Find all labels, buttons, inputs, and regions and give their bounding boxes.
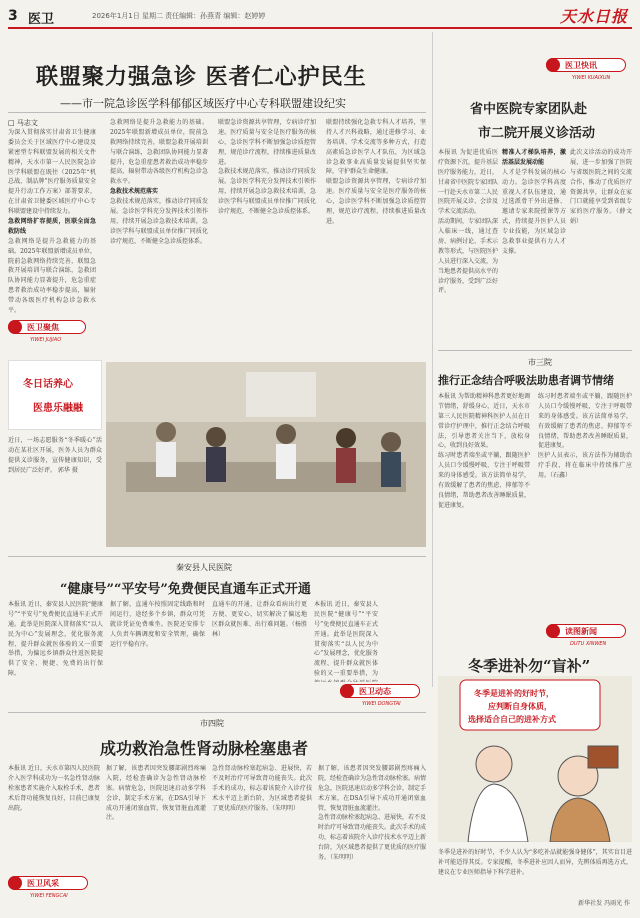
tag-fengcai: 医卫风采 — [8, 876, 88, 890]
tag-dongtai-en: YIWEI DONGTAI — [362, 701, 401, 707]
tag-jujiao-en: YIWEI JUJIAO — [30, 337, 62, 343]
siyuan-rule — [8, 712, 426, 713]
qinan-rule — [8, 556, 426, 557]
cross-icon — [546, 58, 560, 72]
cross-icon — [8, 320, 22, 334]
tag-jujiao: 医卫聚焦 — [8, 320, 86, 334]
bubble-line-2: 应判断自身体质， — [488, 702, 552, 711]
lead-headline: 联盟聚力强急诊 医者仁心护民生 — [36, 64, 367, 90]
lead-rule — [8, 112, 426, 113]
sanyuan-label: 市三院 — [528, 358, 552, 367]
siyuan-col-2: 据了解，该患者因突发腰部剧烈疼痛入院，经检查确诊为急性肾动脉栓塞。病情危急，医院迅速启动多学科会诊，制定手术方案，在DSA引导下成功开通闭塞血管，恢复肾脏血流灌注。 — [106, 765, 206, 822]
lead-col-4: 联盟持续强化急救专科人才培养，坚持人才兴科战略，通过进修学习、业务培训、学术交流等多种方式，打造高素质急诊医学人才队伍，为区域急诊急救事业高质量发展提供坚实保障，守护群众生命健康。 联盟急诊资源共享管理，专病诊疗加速。医疗质量与安全是医疗服务的核心，急诊医学科不断加强急诊质控管理，规范诊疗流程，持续推进质量改进。 — [326, 119, 426, 225]
lead-photo — [106, 362, 426, 547]
lead-col-3: 联盟急诊资源共享管理，专病诊疗加速。医疗质量与安全是医疗服务的核心，急诊医学科不断加强急诊质控管理，规范诊疗流程，持续推进质量改进。 急救技术规范落实，推动诊疗同质发展。急诊医学科充分发挥技术引领作用，持续开展急诊急救技术培训，急诊医学科与联盟成员单位推广同质化诊疗规范，不断健全急诊质控体系。 — [218, 119, 316, 216]
tag-dutu: 读图新闻 — [546, 624, 626, 638]
tag-kuaixun-en: YIWEI KUAIXUN — [572, 75, 611, 81]
siyuan-col-4: 据了解，该患者因突发腰部剧烈疼痛入院，经检查确诊为急性肾动脉栓塞。病情危急，医院迅速启动多学科会诊，制定手术方案，在DSA引导下成功开通闭塞血管，恢复肾脏血流灌注。 急性肾动脉栓塞起病急、进展快，若不及时治疗可导致肾功能丧失。此次手术的成功，标志着该院介入诊疗技术水平迈上新台阶，为区域患者提供了更优质的医疗服务。（朱明明） — [318, 765, 426, 862]
tag-fengcai-en: YIWEI FENGCAI — [30, 893, 68, 899]
siyuan-title: 成功救治急性肾动脉栓塞患者 — [100, 739, 309, 758]
clinic-scene-illustration — [106, 362, 426, 547]
sanyuan-title: 推行正念结合呼吸法助患者调节情绪 — [438, 374, 614, 387]
qinan-title: “健康号”“平安号”免费便民直通车正式开通 — [60, 582, 311, 597]
doctor-cartoon-illustration — [438, 676, 632, 842]
bubble-line-1: 冬季是进补的好时节， — [474, 689, 554, 698]
photo-caption: 近日，一场志愿服务“冬季暖心”活动在某社区开展，医务人员为群众提供义诊服务，宣传健康知识，受到居民广泛好评。 郭华 摄 — [8, 437, 102, 474]
column-divider — [432, 32, 433, 687]
poem-line-2: 医患乐融融 — [33, 403, 83, 414]
issue-meta: 2026年1月1日 星期二 责任编辑：孙燕青 编辑：赵婷婷 — [92, 12, 266, 20]
poem-card — [8, 360, 102, 430]
qinan-col-2: 据了解，直通车按照固定线路和时间运行，途经多个乡镇，群众可凭就诊凭证免费乘坐。医院还安排专人负责车辆调度和安全管理，确保运行平稳有序。 — [110, 601, 205, 648]
kuaixun-title-1: 省中医院专家团队赴 — [470, 102, 588, 117]
dutu-caption: 冬季是进补的好时节，不少人认为“多吃补品就能强身健体”，其实盲目进补可能适得其反。专家提醒，冬季进补应因人而异，先辨体质再选方式，建议在专业医师指导下科学进补。 — [438, 849, 632, 876]
newspaper-logo: 天水日报 — [559, 7, 628, 26]
header-rule — [8, 27, 632, 29]
qinan-label: 秦安县人民医院 — [176, 563, 232, 572]
qinan-col-3: 直通车的开通，让群众看病出行更方便、更安心，切实解决了偏远地区群众就医难、出行难问题。（杨胜林） — [212, 601, 307, 638]
qinan-col-1: 本报讯 近日，秦安县人民医院“健康号”“平安号”免费便民直通车正式开通。此举是医院深入贯彻落实“以人民为中心”发展理念，优化服务流程、提升群众就医体验的又一重要举措，为偏远乡镇群众往返医院提供了安全、便捷、免费的出行保障。 — [8, 601, 103, 678]
bubble-line-3: 选择适合自己的进补方式 — [468, 715, 556, 724]
camera-icon — [546, 624, 560, 638]
kuaixun-title-2: 市二院开展义诊活动 — [478, 126, 596, 141]
tag-dutu-en: DUTU XINWEN — [570, 641, 607, 647]
qinan-col-4: 本报讯 近日，秦安县人民医院“健康号”“平安号”免费便民直通车正式开通。此举是医院深入贯彻落实“以人民为中心”发展理念，优化服务流程、提升群众就医体验的又一重要举措，为 — [314, 601, 378, 678]
siyuan-label: 市四院 — [200, 719, 224, 728]
dutu-title: 冬季进补勿“盲补” — [468, 657, 591, 675]
cross-icon — [8, 876, 22, 890]
kuaixun-col-1: 本报讯 为促进优质医疗资源下沉，提升基层医疗服务能力，近日，甘肃省中医院专家团队一行赴天水市第二人民医院开展义诊、会诊及学术交流活动。 活动期间，专家团队深入临床一线，通过查房、病例讨论、手术示教等形式，与医院医护人员进行深入交流，为当地患者提供高水平的诊疗服务，受到广泛好评。 — [438, 149, 498, 295]
lead-col-1: 为深入贯彻落实甘肃省卫生健康委员会关于区域医疗中心建设及紧密型专科联盟发展的相关文件精神，天水市第一人民医院急诊医学科联盟在既往（2025年“机总战、制品牌”医疗服务质量安全提升行动工作方案）部署要求，在甘肃省卫健委区域医疗中心专科联盟建设中持续发力。 急救网络扩容提质，医联全面急救防线 急救网络是提升急救能力的基础。2025年联盟新增成员单位，院前急救网络持续完善，联盟急救开展培训与联合演练，急救团队协同能力显著提升，危急重症患者救治成功率稳步提高，辐射带动各级医疗机构急诊急救水平。 — [8, 129, 96, 314]
lead-byline: □ 马志文 — [8, 119, 38, 127]
sanyuan-col-2: 练习时患者端坐或平躺，跟随医护人员口令缓慢呼吸，专注于呼吸带来的身体感受。该方法简单易学，有效缓解了患者的焦虑、抑郁等不良情绪，帮助患者改善睡眠质量，促进康复。 医护人员表示，该方法作为辅助治疗手段，将在临床中持续推广应用。（石鑫） — [538, 393, 632, 480]
tag-kuaixun: 医卫快讯 — [546, 58, 626, 72]
sanyuan-col-1: 本报讯 为帮助精神科患者更好地调节情绪，舒缓身心，近日，天水市第三人民医院精神科医护人员在日常诊疗护理中，推行正念结合呼吸法，引导患者关注当下，放松身心，收到良好效果。 练习时患者端坐或平躺，跟随医护人员口令缓慢呼吸，专注于呼吸带来的身体感受。该方法简单易学，有效缓解了患者的焦虑、抑郁等不良情绪，帮助患者改善睡眠质量，促进康复。 — [438, 393, 530, 509]
lead-subheadline: ——市一院急诊医学科郁郁区域医疗中心专科联盟建设纪实 — [60, 97, 346, 110]
lead-col-2: 急救网络是提升急救能力的基础。2025年联盟新增成员单位，院前急救网络持续完善，联盟急救开展培训与联合演练，急救团队协同能力显著提升，危急重症患者救治成功率稳步提高，辐射带动各级医疗机构急诊急救水平。 急救技术规范落实 急救技术规范落实，推动诊疗同质发展。急诊医学科充分发挥技术引领作用，持续开展急诊急救技术培训，急诊医学科与联盟成员单位推广同质化诊疗规范，不断健全急诊质控体系。 — [110, 119, 208, 245]
tag-dongtai: 医卫动态 — [340, 684, 420, 698]
poem-line-1: 冬日话养心 — [23, 379, 73, 390]
kuaixun-col-2: 精准人才梯队培养，激活基层发展动能 人才是学科发展的核心动力。急诊医学科高度重视人才队伍建设，通过选派骨干外出进修、邀请专家来院授课等方式，持续提升医护人员专业技能，为区域急诊急救事业提供有力人才支撑。 — [502, 149, 566, 255]
dutu-cartoon — [438, 676, 632, 842]
section-name: 医卫 — [28, 12, 55, 27]
siyuan-col-3: 急性肾动脉栓塞起病急、进展快，若不及时治疗可导致肾功能丧失。此次手术的成功，标志着该院介入诊疗技术水平迈上新台阶，为区域患者提供了更优质的医疗服务。（朱明明） — [212, 765, 312, 812]
cross-icon — [340, 684, 354, 698]
dutu-credit: 新华社发 冯雨光 作 — [578, 900, 630, 907]
siyuan-col-1: 本报讯 近日，天水市第四人民医院介入医学科成功为一名急性肾动脉栓塞患者实施介入取栓手术，患者术后肾功能恢复良好，目前已康复出院。 — [8, 765, 100, 812]
sanyuan-rule — [438, 350, 632, 351]
page-number: 3 — [8, 8, 18, 24]
kuaixun-col-3: 此次义诊活动的成功开展，进一步加强了医院与省级医院之间的交流合作，推动了优质医疗资源共享，让群众在家门口就能享受到省级专家的医疗服务。（薛文娟） — [570, 149, 632, 226]
